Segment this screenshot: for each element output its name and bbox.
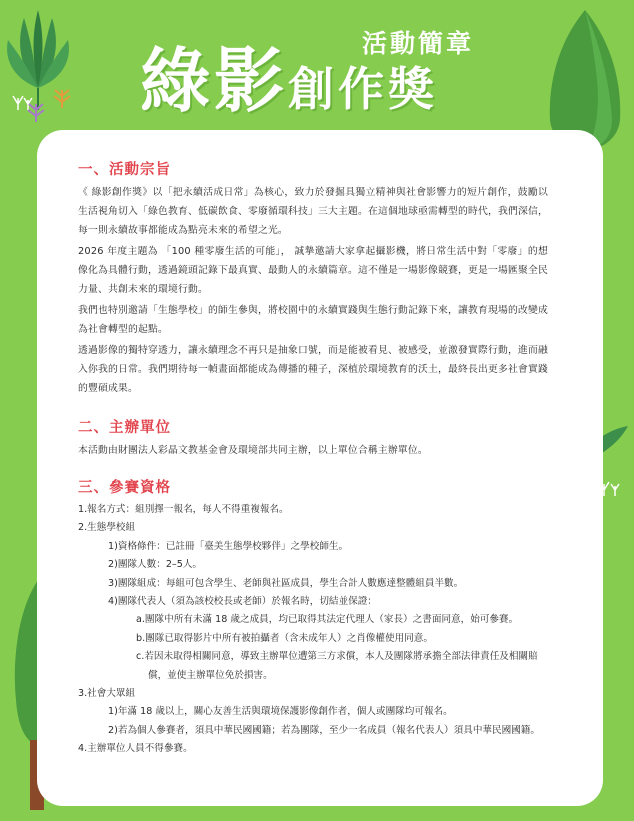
title-main: 綠影 — [140, 39, 288, 122]
list-item: 1)年滿 18 歲以上，關心友善生活與環境保護影像創作者，個人或團隊均可報名。 — [108, 706, 453, 718]
purpose-paragraph: 我們也特別邀請「生態學校」的師生參與，將校園中的永續實踐與生態行動記錄下來，讓教育現場的改變成為社會轉型的起點。 — [78, 305, 548, 335]
list-item: b.團隊已取得影片中所有被拍攝者（含未成年人）之肖像權使用同意。 — [136, 632, 433, 644]
list-item: 3)團隊組成：每組可包含學生、老師與社區成員，學生合計人數應達整體組員半數。 — [108, 577, 464, 589]
list-item: 2)團隊人數：2–5人。 — [108, 559, 203, 571]
subtitle: 活動簡章 — [362, 29, 475, 58]
list-item: c.若因未取得相關同意，導致主辦單位遭第三方求償，本人及團隊將承擔全部法律責任及相關賠 — [136, 651, 538, 663]
list-item: a.團隊中所有未滿 18 歲之成員，均已取得其法定代理人（家長）之書面同意，始可參賽。 — [136, 614, 519, 626]
eligibility-list — [78, 501, 548, 759]
section-title-organizer: 二、主辦單位 — [78, 420, 171, 436]
section-title-eligibility: 三、參賽資格 — [78, 480, 171, 496]
list-item: 4)團隊代表人（須為該校校長或老師）於報名時，切結並保證： — [108, 596, 377, 608]
title-block — [140, 18, 500, 128]
list-item: 1)資格條件：已註冊「臺美生態學校夥伴」之學校師生。 — [108, 540, 349, 552]
section-title-purpose: 一、活動宗旨 — [78, 162, 171, 178]
list-item: 2)若為個人參賽者，須具中華民國國籍；若為團隊，至少一名成員（報名代表人）須具中華民國國籍。 — [108, 724, 540, 736]
purpose-paragraph: 《 綠影創作獎》以「把永續活成日常」為核心，致力於發掘具獨立精神與社會影響力的短片創作，鼓勵以生活視角切入「綠色教育、低碳飲食、零廢循環科技」三大主題。在這個地球亟需轉型的時代，我們深信，每一則永續故事都能成為點亮未來的希望之光。 — [78, 187, 548, 236]
purpose-paragraph: 2026 年度主題為 「100 種零廢生活的可能」， 誠摯邀請大家拿起攝影機，將日常生活中對「零廢」的想像化為具體行動，透過鏡頭記錄下最真實、最動人的永續篇章。這不僅是一場影像競賽，更是一場匯聚全民力量、共創未來的環境行動。 — [78, 246, 548, 295]
fern-icon — [54, 90, 70, 108]
title-sub: 創作獎 — [288, 62, 438, 116]
page-title — [140, 39, 438, 122]
fern-icon — [28, 104, 44, 122]
list-item: 償，並使主辦單位免於損害。 — [148, 669, 273, 681]
sprout-icon — [13, 96, 32, 110]
document-content — [78, 158, 548, 759]
purpose-paragraph: 透過影像的獨特穿透力，讓永續理念不再只是抽象口號，而是能被看見、被感受，並激發實際行動，進而融入你我的日常。我們期待每一幀畫面都能成為傳播的種子，深植於環境教育的沃土，最終長出更多社會實踐的豐碩成果。 — [78, 345, 548, 394]
list-item: 3.社會大眾組 — [78, 688, 136, 700]
list-item: 1.報名方式：組別擇一報名，每人不得重複報名。 — [78, 504, 289, 515]
organizer-text: 本活動由財團法人彩晶文教基金會及環境部共同主辦，以上單位合稱主辦單位。 — [78, 445, 428, 456]
list-item: 4.主辦單位人員不得參賽。 — [78, 743, 193, 755]
list-item: 2.生態學校組 — [78, 522, 136, 534]
